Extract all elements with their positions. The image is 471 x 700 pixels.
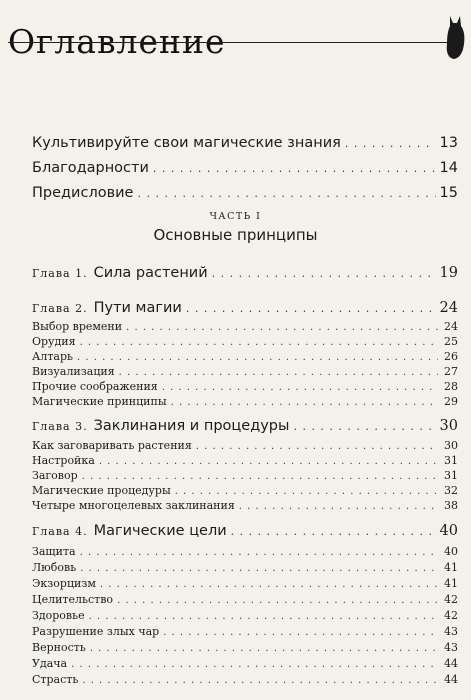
toc-chapter[interactable] (32, 418, 458, 434)
leader-dots (99, 456, 438, 467)
entry-page: 30 (444, 439, 458, 452)
entry-page: 40 (439, 523, 458, 539)
entry-label: Заговор (32, 469, 78, 482)
chapter-title: Сила растений (93, 265, 208, 281)
chapter-prefix: Глава 1. (32, 267, 88, 280)
leader-dots (186, 302, 436, 315)
leader-dots (345, 137, 436, 150)
toc-entry-front[interactable] (32, 160, 458, 176)
leader-dots (80, 547, 438, 558)
entry-page: 15 (439, 185, 458, 201)
page-title: Оглавление (8, 22, 226, 61)
entry-page: 26 (444, 350, 458, 363)
entry-page: 25 (444, 335, 458, 348)
entry-label: Благодарности (32, 160, 149, 176)
leader-dots (212, 267, 436, 280)
toc-section[interactable] (32, 545, 458, 558)
entry-label: Целительство (32, 593, 114, 606)
leader-dots (175, 486, 438, 497)
leader-dots (239, 501, 438, 512)
entry-page: 43 (444, 641, 458, 654)
entry-page: 14 (439, 160, 458, 176)
entry-page: 19 (439, 265, 458, 281)
entry-label: Выбор времени (32, 320, 123, 333)
entry-label: Страсть (32, 673, 79, 686)
leader-dots (119, 367, 438, 378)
toc-chapter[interactable] (32, 300, 458, 316)
chapter-title: Пути магии (93, 300, 182, 316)
entry-label: Удача (32, 657, 68, 670)
entry-page: 42 (444, 609, 458, 622)
toc-section[interactable] (32, 395, 458, 408)
leader-dots (80, 337, 438, 348)
toc-section[interactable] (32, 673, 458, 686)
entry-label: Защита (32, 545, 76, 558)
toc-section[interactable] (32, 625, 458, 638)
toc-section[interactable] (32, 561, 458, 574)
entry-page: 32 (444, 484, 458, 497)
entry-page: 42 (444, 593, 458, 606)
leader-dots (163, 627, 438, 638)
leader-dots (82, 675, 438, 686)
leader-dots (90, 643, 438, 654)
leader-dots (162, 382, 438, 393)
chapter-title: Магические цели (93, 523, 227, 539)
entry-label: Культивируйте свои магические знания (32, 135, 341, 151)
entry-page: 24 (439, 300, 458, 316)
toc-section[interactable] (32, 577, 458, 590)
toc-section[interactable] (32, 499, 458, 512)
toc-section[interactable] (32, 593, 458, 606)
entry-page: 40 (444, 545, 458, 558)
entry-page: 31 (444, 469, 458, 482)
toc-section[interactable] (32, 469, 458, 482)
entry-page: 28 (444, 380, 458, 393)
chapter-prefix: Глава 2. (32, 302, 88, 315)
part-label: ЧАСТЬ I (209, 211, 262, 222)
entry-label: Настройка (32, 454, 95, 467)
leader-dots (82, 471, 438, 482)
leader-dots (171, 397, 438, 408)
part-title: Основные принципы (153, 226, 318, 244)
toc-section[interactable] (32, 365, 458, 378)
entry-label: Как заговаривать растения (32, 439, 192, 452)
toc-chapter[interactable] (32, 265, 458, 281)
leader-dots (153, 162, 436, 175)
leader-dots (293, 420, 435, 433)
leader-dots (196, 441, 438, 452)
leader-dots (231, 525, 436, 538)
leader-dots (126, 322, 438, 333)
toc-section[interactable] (32, 380, 458, 393)
toc-section[interactable] (32, 439, 458, 452)
entry-label: Магические принципы (32, 395, 167, 408)
toc-section[interactable] (32, 320, 458, 333)
entry-label: Предисловие (32, 185, 134, 201)
toc-chapter[interactable] (32, 523, 458, 539)
leader-dots (80, 563, 438, 574)
entry-page: 41 (444, 577, 458, 590)
entry-page: 30 (439, 418, 458, 434)
entry-page: 44 (444, 673, 458, 686)
entry-label: Разрушение злых чар (32, 625, 160, 638)
entry-label: Верность (32, 641, 86, 654)
chapter-prefix: Глава 4. (32, 525, 88, 538)
entry-page: 29 (444, 395, 458, 408)
leader-dots (71, 659, 438, 670)
entry-label: Орудия (32, 335, 76, 348)
leader-dots (100, 579, 438, 590)
entry-label: Визуализация (32, 365, 115, 378)
entry-page: 13 (439, 135, 458, 151)
leader-dots (137, 187, 435, 200)
entry-page: 41 (444, 561, 458, 574)
entry-page: 43 (444, 625, 458, 638)
toc-section[interactable] (32, 484, 458, 497)
chapter-title: Заклинания и процедуры (93, 418, 290, 434)
entry-page: 38 (444, 499, 458, 512)
entry-label: Четыре многоцелевых заклинания (32, 499, 235, 512)
entry-label: Магические процедуры (32, 484, 171, 497)
entry-label: Экзорцизм (32, 577, 96, 590)
leader-dots (117, 595, 438, 606)
leader-dots (89, 611, 438, 622)
toc-entry-front[interactable] (32, 135, 458, 151)
entry-page: 44 (444, 657, 458, 670)
toc-section[interactable] (32, 350, 458, 363)
toc-entry-front[interactable] (32, 185, 458, 201)
entry-label: Любовь (32, 561, 77, 574)
toc-section[interactable] (32, 454, 458, 467)
entry-label: Алтарь (32, 350, 73, 363)
entry-page: 24 (444, 320, 458, 333)
toc-section[interactable] (32, 657, 458, 670)
entry-page: 27 (444, 365, 458, 378)
leader-dots (77, 352, 438, 363)
entry-label: Здоровье (32, 609, 85, 622)
toc-section[interactable] (32, 641, 458, 654)
toc-section[interactable] (32, 335, 458, 348)
entry-page: 31 (444, 454, 458, 467)
toc-section[interactable] (32, 609, 458, 622)
entry-label: Прочие соображения (32, 380, 158, 393)
chapter-prefix: Глава 3. (32, 420, 88, 433)
